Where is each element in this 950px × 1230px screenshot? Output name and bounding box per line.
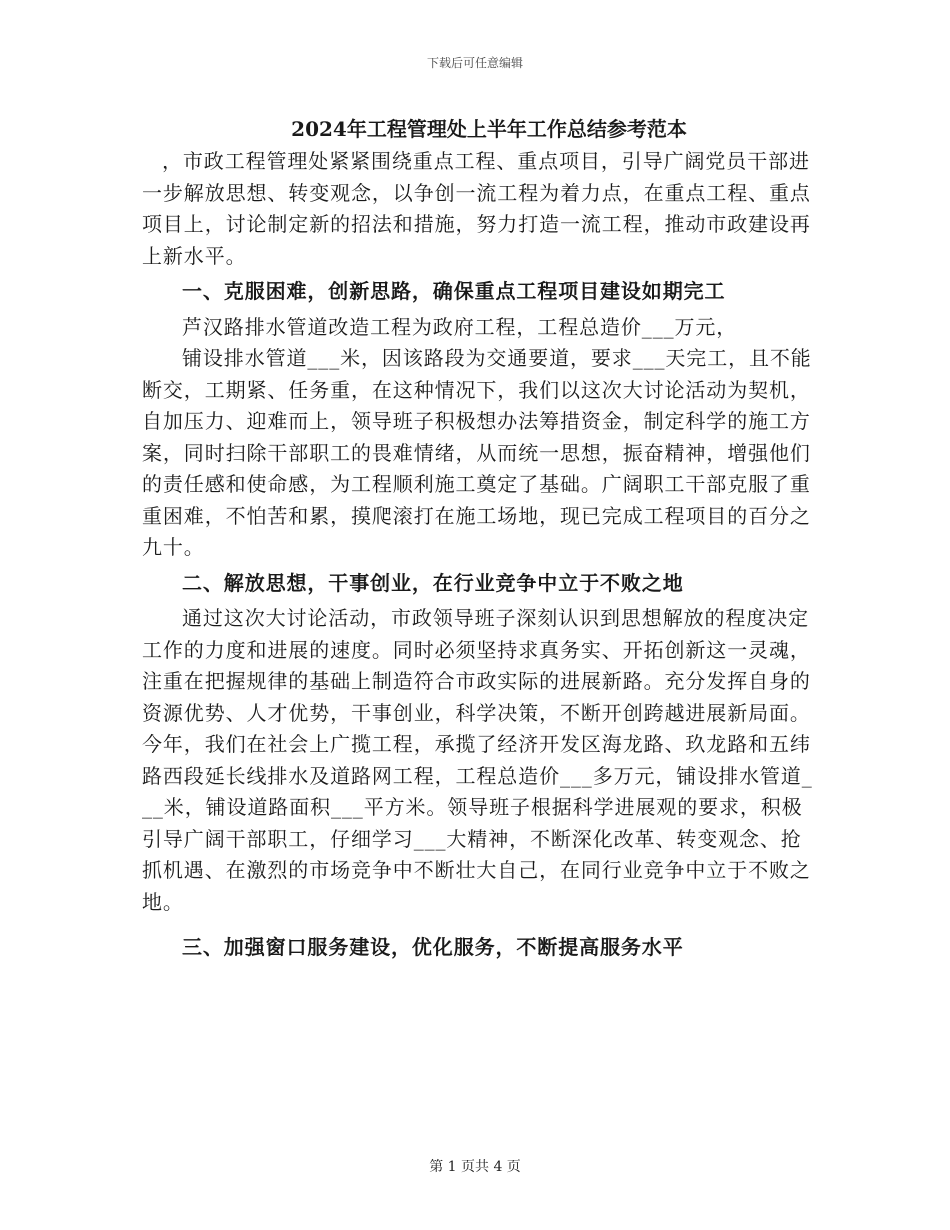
intro-paragraph: ，市政工程管理处紧紧围绕重点工程、重点项目，引导广阔党员干部进一步解放思想、转变观念，以争创一流工程为着力点，在重点工程、重点项目上，讨论制定新的招法和措施，努力打造一流工程，推动市政建设再上新水平。 bbox=[142, 149, 811, 268]
document-title: 2024年工程管理处上半年工作总结参考范本 bbox=[291, 117, 687, 141]
section-2-paragraph-1: 通过这次大讨论活动，市政领导班子深刻认识到思想解放的程度决定工作的力度和进展的速度。同时必须坚持求真务实、开拓创新这一灵魂，注重在把握规律的基础上制造符合市政实际的进展新路。充分发挥自身的资源优势、人才优势，干事创业，科学决策，不断开创跨越进展新局面。今年，我们在社会上广揽工程，承揽了经济开发区海龙路、玖龙路和五纬路西段延长线排水及道路网工程，工程总造价___多万元，铺设排水管道___米，铺设道路面积___平方米。领导班子根据科学进展观的要求，积极引导广阔干部职工，仔细学习___大精神，不断深化改革、转变观念、抢抓机遇、在激烈的市场竞争中不断壮大自己，在同行业竞争中立于不败之地。 bbox=[142, 606, 813, 914]
page-number: 第 1 页共 4 页 bbox=[429, 1159, 521, 1175]
section-1-paragraph-2: 铺设排水管道___米，因该路段为交通要道，要求___天完工，且不能断交，工期紧、任务重，在这种情况下，我们以这次大讨论活动为契机，自加压力、迎难而上，领导班子积极想办法筹措资金，制定科学的施工方案，同时扫除干部职工的畏难情绪，从而统一思想，振奋精神，增强他们的责任感和使命感，为工程顺利施工奠定了基础。广阔职工干部克服了重重困难，不怕苦和累，摸爬滚打在施工场地，现已完成工程项目的百分之九十。 bbox=[142, 346, 812, 559]
section-2-heading: 二、解放思想，干事创业，在行业竞争中立于不败之地 bbox=[182, 570, 684, 595]
document-body bbox=[142, 112, 814, 964]
page-header-note: 下载后可任意编辑 bbox=[426, 56, 523, 70]
section-1-heading: 一、克服困难，创新思路，确保重点工程项目建设如期完工 bbox=[182, 279, 726, 303]
section-3-heading: 三、加强窗口服务建设，优化服务，不断提高服务水平 bbox=[182, 935, 684, 959]
section-1-paragraph-1: 芦汉路排水管道改造工程为政府工程，工程总造价___万元， bbox=[182, 314, 738, 339]
